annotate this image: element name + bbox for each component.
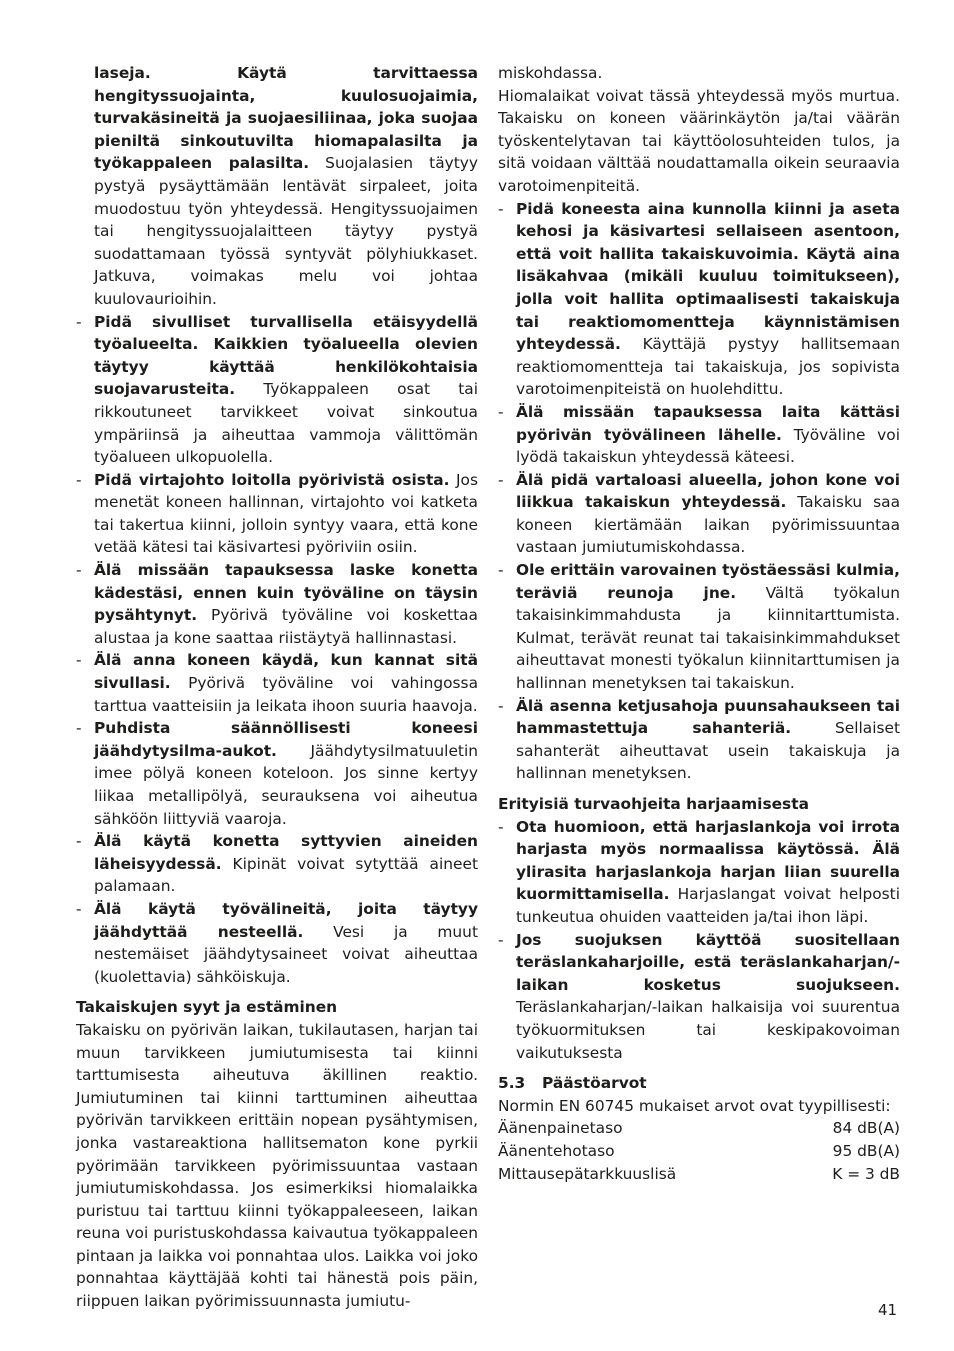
safety-list bbox=[76, 311, 478, 989]
value-label: Mittausepätarkkuuslisä bbox=[498, 1164, 677, 1183]
list-item bbox=[498, 816, 900, 929]
list-item-text: Jos menetät koneen hallinnan, virtajohto voi katketa tai takertua kiinni, jolloin syntyy vaara, että kone vetää kätesi tai käsivartesi pyöriviin osiin. bbox=[94, 470, 478, 557]
section-title: Päästöarvot bbox=[542, 1074, 647, 1093]
list-item-text: Sellaiset sahanterät aiheuttavat usein takaiskuja ja hallinnan menetyksen. bbox=[516, 719, 900, 783]
list-item-bold: Jos suojuksen käyttöä suositellaan teräslankaharjoille, estä teräslankaharjan/-laikan kosketus suojukseen. bbox=[516, 930, 900, 994]
section-intro: Normin EN 60745 mukaiset arvot ovat tyypillisesti: bbox=[498, 1096, 891, 1115]
list-item-bold: Puhdista säännöllisesti koneesi jäähdytysilma-aukot. bbox=[94, 719, 478, 760]
list-item bbox=[498, 401, 900, 469]
list-item bbox=[498, 469, 900, 559]
list-item-text: Teräslankaharjan/-laikan halkaisija voi suurentua työkuormituksen tai keskipakovoiman vaikutuksesta bbox=[516, 998, 900, 1062]
list-item-text: Käyttäjä pystyy hallitsemaan reaktiomomentteja tai takaiskuja, jos sopivista varotoimenpiteistä on huolehdittu. bbox=[516, 335, 900, 399]
section-heading bbox=[498, 1072, 900, 1095]
list-item-bold: Älä missään tapauksessa laske konetta kädestäsi, ennen kuin työväline on täysin pysähtynyt. bbox=[94, 561, 478, 625]
list-item-bold: Älä missään tapauksessa laita kättäsi pyörivän työvälineen lähelle. bbox=[516, 402, 900, 444]
kickback-heading: Takaiskujen syyt ja estäminen bbox=[76, 998, 338, 1017]
page-number: 41 bbox=[878, 1301, 898, 1319]
list-item-bold: Pidä koneesta aina kunnolla kiinni ja aseta kehosi ja käsivartesi sellaiseen asentoon, että voit hallita takaiskuvoimia. Käytä aina lisäkahvaa (mikäli kuuluu toimitukseen), jolla voit hallita optimaalisesti takaiskuja tai reaktiomomentteja käynnistämisen yhteydessä. bbox=[516, 199, 900, 354]
list-item bbox=[76, 559, 478, 649]
intro-paragraph bbox=[76, 62, 478, 311]
list-item bbox=[498, 695, 900, 785]
intro-bold: laseja. Käytä tarvittaessa hengityssuojainta, kuulosuojaimia, turvakäsineitä ja suojaesiliinaa, joka suojaa pieniltä sinkoutuvilta hiomapalasilta ja työkappaleen palasilta. bbox=[94, 64, 478, 173]
list-item-bold: Älä pidä vartaloasi alueella, johon kone voi liikkua takaiskun yhteydessä. bbox=[516, 470, 900, 512]
list-item-bold: Ota huomioon, että harjaslankoja voi irrota harjasta myös normaalissa käytössä. Älä ylirasita harjaslankoja harjan liian suurella kuormittamisella. bbox=[516, 817, 900, 904]
right-column bbox=[498, 62, 900, 1185]
list-item-text: Jäähdytysilmatuuletin imee pölyä koneen koteloon. Jos sinne kertyy liikaa metallipölyä, seurauksena voi aiheutua sähköön liittyviä vaaroja. bbox=[94, 741, 478, 828]
list-item-bold: Älä käytä konetta syttyvien aineiden läheisyydessä. bbox=[94, 832, 478, 873]
list-item bbox=[76, 898, 478, 988]
table-row bbox=[498, 1140, 900, 1163]
list-item-bold: Ole erittäin varovainen työstäessäsi kulmia, teräviä reunoja jne. bbox=[516, 561, 900, 602]
table-row bbox=[498, 1163, 900, 1186]
list-item-text: Pyörivä työväline voi koskettaa alustaa ja kone saattaa riistäytyä hallinnastasi. bbox=[94, 606, 478, 647]
list-item bbox=[76, 649, 478, 717]
list-item-text: Takaisku saa koneen kiertämään laikan pyörimissuuntaa vastaan jumiutumiskohdassa. bbox=[516, 493, 900, 557]
list-item bbox=[76, 717, 478, 830]
value-label: Äänentehotaso bbox=[498, 1141, 615, 1160]
list-item bbox=[76, 469, 478, 559]
list-item-bold: Älä asenna ketjusahoja puunsahaukseen tai hammastettuja sahanteriä. bbox=[516, 696, 900, 738]
list-item-bold: Pidä virtajohto loitolla pyörivistä osista. bbox=[94, 470, 450, 489]
left-column bbox=[76, 62, 478, 1313]
list-item-bold: Älä anna koneen käydä, kun kannat sitä sivullasi. bbox=[94, 651, 478, 693]
list-item-text: Kipinät voivat sytyttää aineet palamaan. bbox=[94, 854, 478, 896]
continued-text: miskohdassa. bbox=[498, 64, 603, 82]
brush-list bbox=[498, 816, 900, 1065]
list-item-text: Vältä työkalun takaisinkimmahdusta ja kiinnitarttumista. Kulmat, terävät reunat tai takaisinkimmahdukset aiheuttavat monesti työkalun kiinnitarttumisen ja hallinnan menetyksen tai takaiskun. bbox=[516, 583, 900, 693]
table-row bbox=[498, 1117, 900, 1140]
intro-text: Suojalasien täytyy pystyä pysäyttämään lentävät sirpaleet, joita muodostuu työn yhteydessä. Hengityssuojaimen tai hengityssuojalaitteen täytyy pystyä suodattamaan työssä syntyvät pölyhiukkaset. Jatkuva, voimakas melu voi johtaa kuulovaurioihin. bbox=[94, 154, 478, 308]
list-item bbox=[76, 830, 478, 898]
value-amount: 84 dB(A) bbox=[832, 1119, 900, 1138]
section-number: 5.3 bbox=[498, 1074, 526, 1093]
value-amount: 95 dB(A) bbox=[832, 1141, 900, 1160]
value-amount: K = 3 dB bbox=[832, 1164, 900, 1183]
list-item-text: Harjaslangat voivat helposti tunkeutua ohuiden vaatteiden ja/tai ihon läpi. bbox=[516, 885, 900, 926]
list-item-bold: Älä käytä työvälineitä, joita täytyy jäähdyttää nesteellä. bbox=[94, 899, 478, 941]
list-item bbox=[498, 198, 900, 401]
list-item-bold: Pidä sivulliset turvallisella etäisyydellä työalueelta. Kaikkien työalueella olevien täytyy käyttää henkilökohtaisia suojavarusteita. bbox=[94, 312, 478, 399]
list-item-text: Työväline voi lyödä takaiskun yhteydessä käteesi. bbox=[516, 425, 900, 467]
list-item-text: Työkappaleen osat tai rikkoutuneet tarvikkeet voivat sinkoutua ympäriinsä ja aiheuttaa vammoja välittömän työalueen ulkopuolella. bbox=[94, 380, 478, 467]
kickback-paragraph-2: Hiomalaikat voivat tässä yhteydessä myös murtua. Takaisku on koneen väärinkäytön ja/tai väärän työskentelytavan tai käyttöolosuhteiden tulos, ja sitä voidaan välttää noudattamalla oikein seuraavia varotoimenpiteitä. bbox=[498, 86, 900, 195]
list-item bbox=[76, 311, 478, 469]
brush-heading: Erityisiä turvaohjeita harjaamisesta bbox=[498, 795, 809, 813]
list-item bbox=[498, 559, 900, 695]
kickback-paragraph: Takaisku on pyörivän laikan, tukilautasen, harjan tai muun tarvikkeen jumiutumisesta tai kiinni tarttumisesta aiheutuva äkillinen reaktio. Jumiutuminen tai kiinni tarttuminen aiheuttaa pyörivän tarvikkeen erittäin nopean pysähtymisen, jonka vastareaktiona hallitsematon kone pyrkii pyörimään tarvikkeen pyörimissuuntaa vastaan jumiutumiskohdassa. Jos esimerkiksi hiomalaikka puristuu tai tarttuu kiinni työkappaleeseen, laikan reuna voi puristuskohdassa kaivautua työkappaleen pintaan ja laikka voi ponnahtaa ulos. Laikka voi joko ponnahtaa käyttäjää kohti tai hänestä pois päin, riippuen laikan pyörimissuunnasta jumiutu- bbox=[76, 1020, 478, 1311]
kickback-list bbox=[498, 198, 900, 785]
emission-values-table bbox=[498, 1117, 900, 1185]
list-item bbox=[498, 929, 900, 1065]
value-label: Äänenpainetaso bbox=[498, 1119, 623, 1138]
list-item-text: Vesi ja muut nestemäiset jäähdytysaineet voivat aiheuttaa (kuolettavia) sähköiskuja. bbox=[94, 922, 478, 986]
list-item-text: Pyörivä työväline voi vahingossa tarttua vaatteisiin ja leikata ihoon suuria haavoja. bbox=[94, 674, 478, 715]
